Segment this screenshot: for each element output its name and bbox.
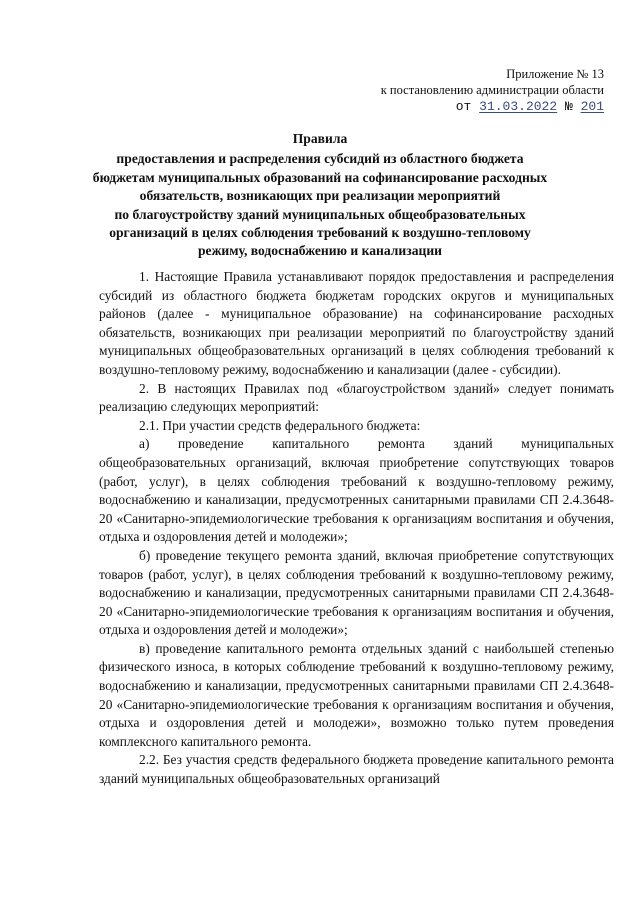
resolution-number: 201 (580, 99, 604, 114)
paragraph-c: в) проведение капитального ремонта отдельных зданий с наибольшей степенью физического износа, в которых соблюдение требований к воздушно-тепловому режиму, водоснабжению и канализации, предусмотренных санитарными правилами СП 2.4.3648-20 «Санитарно-эпидемиологические требования к организациям воспитания и обучения, отдыха и оздоровления детей и молодежи», возможно только путем проведения комплексного капитального ремонта. (99, 640, 614, 749)
resolution-date-line (381, 99, 604, 115)
document-title (80, 130, 560, 261)
title-line: предоставления и распределения субсидий из областного бюджета (116, 151, 524, 167)
paragraph-1: 1. Настоящие Правила устанавливают порядок предоставления и распределения субсидий из областного бюджета бюджетам городских округов и муниципальных районов (далее - муниципальное образование) на софинансирование расходных обязательств, возникающих при реализации мероприятий по благоустройству зданий муниципальных общеобразовательных организаций в целях соблюдения требований к воздушно-тепловому режиму, водоснабжению и канализации (далее - субсидии). (99, 269, 614, 377)
resolution-date: 31.03.2022 (479, 99, 558, 114)
title-heading: Правила (292, 131, 348, 146)
paragraph-b: б) проведение текущего ремонта зданий, включая приобретение сопутствующих товаров (работ, услуг), в целях соблюдения требований к воздушно-тепловому режиму, водоснабжению и канализации, предусмотренных санитарными правилами СП 2.4.3648-20 «Санитарно-эпидемиологические требования к организациям воспитания и обучения, отдыха и оздоровления детей и молодежи»; (99, 547, 614, 638)
title-line: бюджетам муниципальных образований на софинансирование расходных (92, 169, 548, 185)
date-prefix: от (455, 99, 472, 114)
appendix-header (381, 66, 604, 115)
title-line: организаций в целях соблюдения требований к воздушно-тепловому (109, 225, 531, 241)
paragraph-2-2: 2.2. Без участия средств федерального бюджета проведение капитального ремонта зданий муниципальных общеобразовательных организаций (99, 752, 614, 787)
title-line: режиму, водоснабжению и канализации (197, 243, 442, 259)
appendix-reference: к постановлению администрации области (380, 83, 604, 97)
title-line: по благоустройству зданий муниципальных общеобразовательных (114, 206, 526, 222)
document-body (99, 268, 614, 789)
paragraph-2-1: 2.1. При участии средств федерального бюджета: (139, 417, 421, 433)
paragraph-a: а) проведение капитального ремонта зданий муниципальных общеобразовательных организаций, включая приобретение сопутствующих товаров (работ, услуг), в целях соблюдения требований к воздушно-тепловому режиму, водоснабжению и канализации, предусмотренных санитарными правилами СП 2.4.3648-20 «Санитарно-эпидемиологические требования к организациям воспитания и обучения, отдыха и оздоровления детей и молодежи»; (99, 436, 614, 545)
appendix-number: Приложение № 13 (506, 67, 604, 81)
title-line: обязательств, возникающих при реализации мероприятий (139, 188, 501, 204)
paragraph-2: 2. В настоящих Правилах под «благоустройством зданий» следует понимать реализацию следующих мероприятий: (99, 380, 614, 415)
number-prefix: № (564, 99, 573, 114)
